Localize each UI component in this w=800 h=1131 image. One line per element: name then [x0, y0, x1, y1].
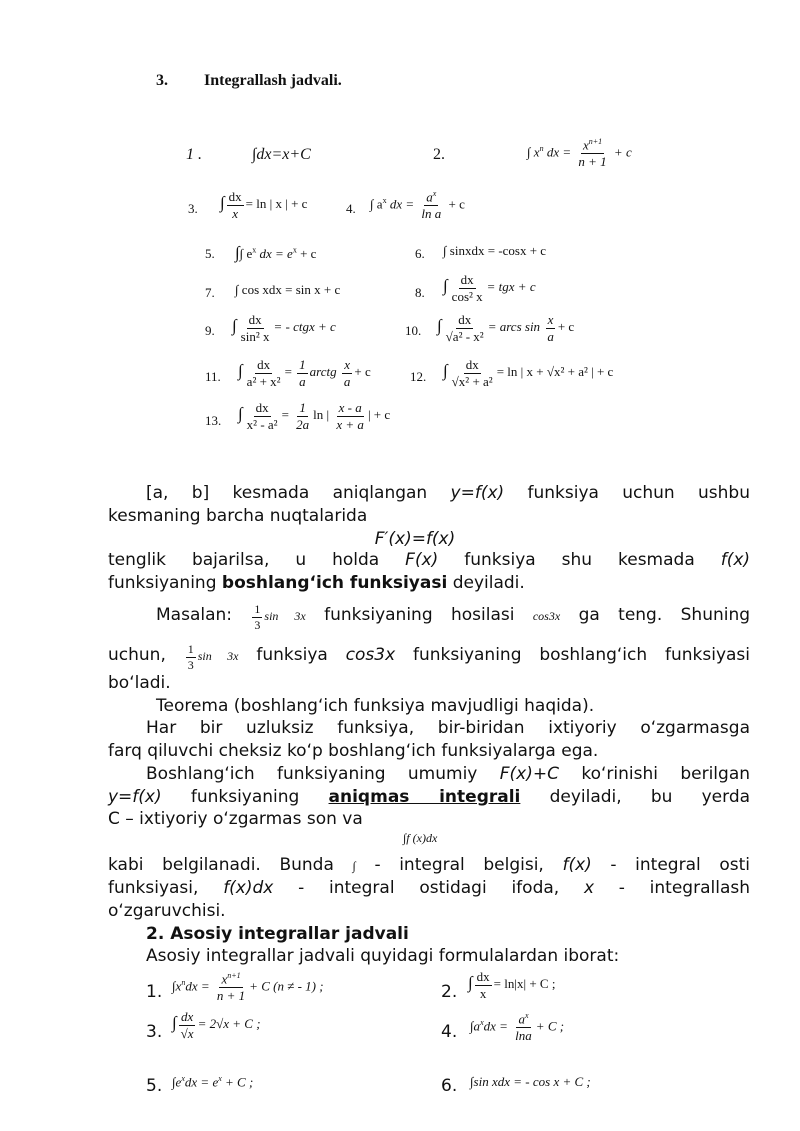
text-line: Har bir uzluksiz funksiya, bir-biridan ixtiyoriy o‘zgarmasga — [146, 718, 750, 738]
formula-t2-1-number: 1. — [146, 982, 163, 1002]
text-line: bo‘ladi. — [108, 673, 171, 693]
formula-7: ∫ cos xdx = sin x + c — [235, 282, 341, 297]
text-line: funksiyaning boshlang‘ich funksiyasi deyiladi. — [108, 573, 525, 593]
formula-12-number: 12. — [410, 369, 427, 384]
example-expression: $\frac{1}{3}$ sin 3x — [254, 602, 306, 632]
formula-5-number: 5. — [205, 246, 215, 261]
term-antiderivative: boshlang‘ich funksiyasi — [221, 573, 448, 593]
formula-12: ∫ $\frac{dx}{\text{√x² + a²}}$ = ln | x + √x² + a² | + c — [443, 357, 614, 389]
formula-4: ∫ $a^x$ dx = $\frac{a^x}{\text{ln a}}$ + c — [370, 189, 465, 221]
formula-2: ∫ $x^n$ dx = $\frac{x^{n+1}}{n + 1}$ + c — [527, 137, 632, 169]
formula-t2-2: ∫ $\frac{dx}{x}$ = ln|x| + C ; — [468, 969, 556, 1001]
term-indefinite-integral: aniqmas integrali — [328, 787, 521, 807]
formula-t2-4-number: 4. — [441, 1022, 458, 1042]
formula-t2-5-number: 5. — [146, 1076, 163, 1096]
example-expression: $\frac{1}{3}$ sin 3x — [187, 642, 239, 672]
formula-t2-1: $\int x^ndx$ = $\frac{x^{n+1}}{n + 1}$ + C (n ≠ - 1) ; — [172, 971, 324, 1003]
formula-11: ∫ $\frac{dx}{\text{a² + x²}}$ = $\frac{1}{a}$ arctg $\frac{x}{a}$ + c — [238, 357, 371, 389]
text-line: kabi belgilanadi. Bunda ∫ - integral belgisi, f(x) - integral osti — [108, 855, 750, 875]
text-line: tenglik bajarilsa, u holda F(x) funksiya shu kesmada f(x) — [108, 550, 751, 570]
formula-13-number: 13. — [205, 413, 222, 428]
formula-t2-4: $\int a^xdx$ = $\frac{a^x}{\ln a}$ + C ; — [470, 1011, 565, 1043]
text-line: y=f(x) funksiyaning aniqmas integrali deyiladi, bu yerda — [108, 787, 751, 807]
section-2-heading: 2. Asosiy integrallar jadvali — [146, 924, 409, 944]
text-line: farq qiluvchi cheksiz ko‘p boshlang‘ich funksiyalarga ega. — [108, 741, 599, 761]
formula-9: ∫ $\frac{dx}{\text{sin² x}}$ = - ctgx + c — [232, 312, 336, 344]
formula-6: ∫ sinxdx = -cosx + c — [443, 243, 547, 258]
formula-t2-3: ∫ $\frac{dx}{√x}$ = 2√x + C ; — [172, 1009, 261, 1041]
section-2-description: Asosiy integrallar jadvali quyidagi formulalardan iborat: — [146, 946, 620, 966]
equation-derivative: F′(x)=f(x) — [374, 529, 456, 549]
formula-t2-6: ∫sin xdx = - cos x + C ; — [470, 1074, 591, 1089]
heading-title: Integrallash jadvali. — [204, 72, 342, 89]
theorem-title: Teorema (boshlang‘ich funksiya mavjudligi haqida). — [156, 696, 595, 716]
formula-t2-3-number: 3. — [146, 1022, 163, 1042]
formula-10-number: 10. — [405, 323, 422, 338]
formula-7-number: 7. — [205, 285, 215, 300]
formula-3: ∫ $\frac{dx}{x}$ = ln | x | + c — [220, 189, 308, 221]
text-line: Masalan: $\frac{1}{3}$ sin 3x funksiyaning hosilasi cos3x ga teng. Shuning — [156, 602, 751, 632]
integral-notation: ∫f (x)dx — [403, 831, 438, 845]
text-line: C – ixtiyoriy o‘zgarmas son va — [108, 809, 363, 829]
formula-t2-6-number: 6. — [441, 1076, 458, 1096]
formula-4-number: 4. — [346, 201, 356, 216]
formula-3-number: 3. — [188, 201, 198, 216]
heading-number: 3. — [156, 72, 168, 89]
formula-11-number: 11. — [205, 369, 221, 384]
section-heading — [156, 72, 342, 90]
formula-1-number: 1 . — [186, 146, 202, 163]
text-line: [a, b] kesmada aniqlangan y=f(x) funksiya uchun ushbu — [146, 483, 750, 503]
text-line: kesmaning barcha nuqtalarida — [108, 506, 368, 526]
text-line: o‘zgaruvchisi. — [108, 901, 226, 921]
text-line: funksiyasi, f(x)dx - integral ostidagi ifoda, x - integrallash — [108, 878, 750, 898]
formula-t2-2-number: 2. — [441, 982, 458, 1002]
text-line: Boshlang‘ich funksiyaning umumiy F(x)+C ko‘rinishi berilgan — [146, 764, 751, 784]
formula-8-number: 8. — [415, 285, 425, 300]
formula-5: ∫∫ $e^x$ dx = $e^x + c$ — [235, 243, 317, 262]
formula-8: ∫ $\frac{dx}{\text{cos² x}}$ = tgx + c — [443, 272, 536, 304]
formula-2-number: 2. — [433, 146, 445, 163]
formula-9-number: 9. — [205, 323, 215, 338]
formula-6-number: 6. — [415, 246, 425, 261]
formula-t2-5: $\int e^xdx = e^x + C$ ; — [172, 1074, 254, 1090]
formula-10: ∫ $\frac{dx}{\text{√a² - x²}}$ = arcs sin $\frac{x}{a}$ + c — [437, 312, 575, 344]
text-line: uchun, $\frac{1}{3}$ sin 3x funksiya cos3x funksiyaning boshlang‘ich funksiyasi — [108, 642, 750, 672]
formula-1: ∫dx=x+C — [252, 146, 311, 163]
formula-13: ∫ $\frac{dx}{\text{x² - a²}}$ = $\frac{1}{2a}$ ln | $\frac{x - a}{x + a}$ | + c — [238, 400, 391, 432]
